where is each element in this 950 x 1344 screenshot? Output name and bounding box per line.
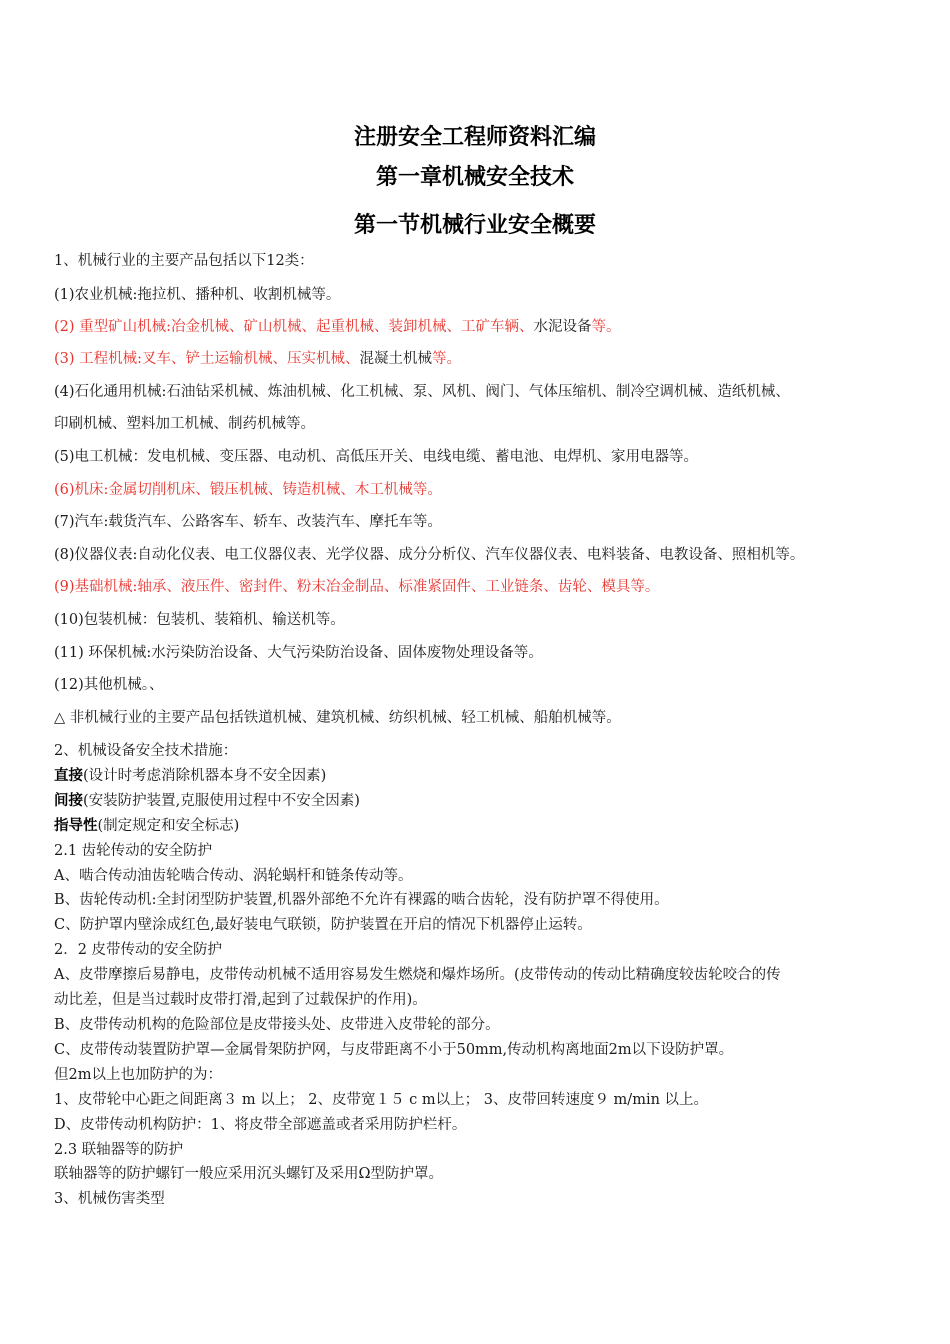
subsection-2-3: 2.3 联轴器等的防护 [54, 1142, 184, 1158]
paragraph-measures: 2、机械设备安全技术措施： [54, 743, 238, 759]
note-non-machinery: △ 非机械行业的主要产品包括铁道机械、建筑机械、纺织机械、轻工机械、船舶机械等。 [54, 710, 621, 726]
list-item-3-red: (3) 工程机械:叉车、铲土运输机械、压实机械、 [54, 351, 360, 367]
measure-direct-text: (设计时考虑消除机器本身不安全因素) [83, 768, 327, 784]
gear-item-a: A、啮合传动油齿轮啮合传动、涡轮蜗杆和链条传动等。 [54, 868, 413, 884]
list-item-2-end: 等。 [591, 319, 621, 335]
list-item-7: (7)汽车:载货汽车、公路客车、轿车、改装汽车、摩托车等。 [54, 514, 442, 530]
document-title: 注册安全工程师资料汇编 [353, 124, 596, 150]
list-item-2-black: 水泥设备 [533, 319, 592, 335]
belt-item-a: A、皮带摩擦后易静电，皮带传动机械不适用容易发生燃烧和爆炸场所。(皮带传动的传动比精确度较齿轮咬合的传 [54, 967, 781, 983]
list-item-11: (11) 环保机械:水污染防治设备、大气污染防治设备、固体废物处理设备等。 [54, 645, 543, 661]
measure-direct-label: 直接 [54, 767, 83, 784]
list-item-1: (1)农业机械:拖拉机、播种机、收割机械等。 [54, 287, 341, 303]
list-item-5: (5)电工机械：发电机械、变压器、电动机、高低压开关、电线电缆、蓄电池、电焊机、家用电器等。 [54, 449, 699, 465]
measure-guidance-label: 指导性 [54, 817, 98, 834]
list-item-3-end: 等。 [432, 351, 462, 367]
gear-item-c: C、防护罩内壁涂成红色,最好装电气联锁，防护装置在开启的情况下机器停止运转。 [54, 917, 592, 933]
chapter-title: 第一章机械安全技术 [375, 164, 574, 190]
section-title: 第一节机械行业安全概要 [353, 212, 596, 238]
list-item-12: (12)其他机械。、 [54, 677, 164, 693]
subsection-2-2: 2．2 皮带传动的安全防护 [54, 942, 223, 958]
measure-indirect-label: 间接 [54, 792, 83, 809]
measure-indirect-text: (安装防护装置,克服使用过程中不安全因素) [83, 793, 360, 809]
list-item-3-black: 混凝土机械 [359, 351, 433, 367]
list-item-4-cont: 印刷机械、塑料加工机械、制药机械等。 [54, 416, 315, 432]
subsection-2-1: 2.1 齿轮传动的安全防护 [54, 843, 213, 859]
list-item-2 [54, 316, 910, 338]
measure-direct [54, 765, 910, 787]
belt-item-a-cont: 动比差，但是当过载时皮带打滑,起到了过载保护的作用)。 [54, 992, 427, 1008]
list-item-2-red: (2) 重型矿山机械:冶金机械、矿山机械、起重机械、装卸机械、工矿车辆、 [54, 319, 534, 335]
belt-item-d: D、皮带传动机构防护：1、将皮带全部遮盖或者采用防护栏杆。 [54, 1117, 467, 1133]
gear-item-b: B、齿轮传动机:全封闭型防护装置,机器外部绝不允许有裸露的啮合齿轮，没有防护罩不得使用。 [54, 892, 669, 908]
list-item-8: (8)仪器仪表:自动化仪表、电工仪器仪表、光学仪器、成分分析仪、汽车仪器仪表、电料装备、电教设备、照相机等。 [54, 547, 805, 563]
list-item-9: (9)基础机械:轴承、液压件、密封件、粉末冶金制品、标准紧固件、工业链条、齿轮、模具等。 [54, 579, 660, 595]
belt-item-c-conditions: 1、皮带轮中心距之间距离３ m 以上； 2、皮带宽１５ c m以上； 3、皮带回转速度９ m/min 以上。 [54, 1092, 709, 1108]
section-3-heading: 3、机械伤害类型 [54, 1191, 165, 1207]
list-item-6: (6)机床:金属切削机床、锻压机械、铸造机械、木工机械等。 [54, 482, 442, 498]
measure-indirect [54, 790, 910, 812]
belt-item-b: B、皮带传动机构的危险部位是皮带接头处、皮带进入皮带轮的部分。 [54, 1017, 500, 1033]
paragraph-intro: 1、机械行业的主要产品包括以下12类： [54, 253, 314, 269]
belt-item-c-note: 但2m以上也加防护的为： [54, 1067, 222, 1083]
coupling-text: 联轴器等的防护螺钉一般应采用沉头螺钉及采用Ω型防护罩。 [54, 1166, 444, 1182]
measure-guidance-text: (制定规定和安全标志) [97, 818, 240, 834]
measure-guidance [54, 815, 910, 837]
belt-item-c: C、皮带传动装置防护罩—金属骨架防护网，与皮带距离不小于50mm,传动机构离地面2m以下设防护罩。 [54, 1042, 734, 1058]
list-item-10: (10)包装机械：包装机、装箱机、输送机等。 [54, 612, 345, 628]
list-item-4: (4)石化通用机械:石油钻采机械、炼油机械、化工机械、泵、风机、阀门、气体压缩机、制冷空调机械、造纸机械、 [54, 384, 790, 400]
list-item-3 [54, 348, 910, 370]
